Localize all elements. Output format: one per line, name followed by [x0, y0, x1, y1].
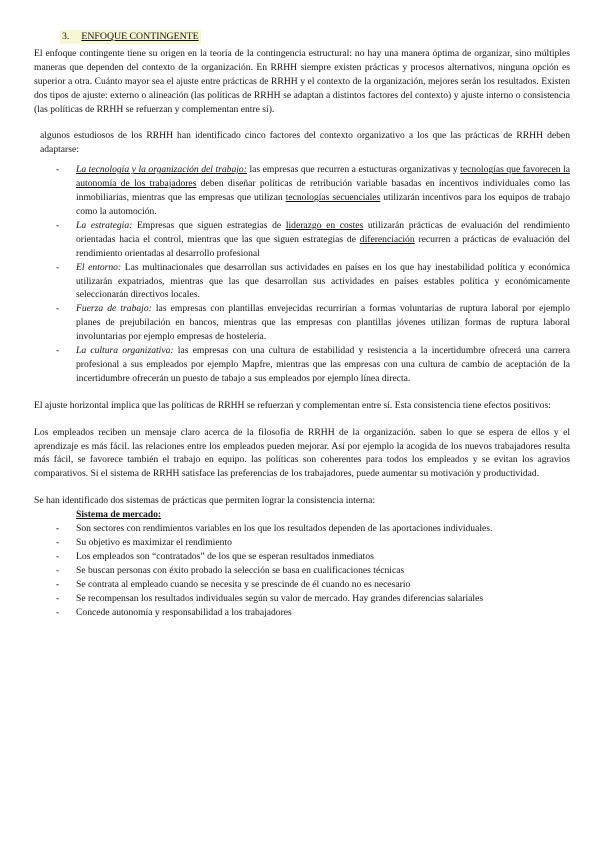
list-item: - Son sectores con rendimientos variables en los que los resultados dependen de las aportaciones individuales.: [34, 522, 570, 536]
list-item: - Se recompensan los resultados individuales según su valor de mercado. Hay grandes diferencias salariales: [34, 592, 570, 606]
factor-label: Fuerza de trabajo:: [76, 303, 152, 315]
factors-intro-paragraph: algunos estudiosos de los RRHH han identificado cinco factores del contexto organizativo a los que las prácticas de RRHH deben adaptarse:: [40, 130, 570, 156]
factor-label: La estrategia:: [76, 219, 133, 231]
list-item: - Se buscan personas con éxito probado la selección se basa en cualificaciones técnicas: [34, 564, 570, 578]
intro-paragraph: El enfoque contingente tiene su origen en la teoría de la contingencia estructural: no hay una manera óptima de organizar, sino múltiples maneras que dependen del contexto de la organización. En RRHH siempre existen prácticas y procesos alternativos, ninguna opción es superior a otra. Cuánto mayor sea el ajuste entre prácticas de RRHH y el contexto de la organización, mejores serán los resultados. Existen dos tipos de ajuste: externo o alineación (las políticas de RRHH se adaptan a distintos factores del contexto) y ajuste interno o consistencia (las políticas de RRHH se refuerzan y complementan entre sí).: [34, 47, 570, 115]
factor-item-strategy: - La estrategia: Empresas que siguen estrategias de liderazgo en costes utilizarán prácticas de evaluación del rendimiento orientadas hacia el control, mientras que las que siguen estrategias de diferenciación recurren a prácticas de evaluación del rendimiento orientadas al desarrollo profesional: [34, 219, 570, 261]
list-item: - Concede autonomía y responsabilidad a los trabajadores: [34, 606, 570, 620]
horizontal-fit-paragraph: El ajuste horizontal implica que las políticas de RRHH se refuerzan y complementan entre sí. Esta consistencia tiene efectos positivos:: [34, 399, 551, 411]
factor-label: La tecnología y la organización del trabajo:: [76, 164, 247, 176]
heading-highlight: [60, 30, 201, 44]
factor-item-culture: - La cultura organizativa: las empresas con una cultura de estabilidad y resistencia a la incertidumbre ofrecerá una carrera profesional a sus empleados por ejemplo Mapfre, mientras que las empresas con una cultura de cambio de aceptación de la incertidumbre ofrecerán un puesto de tabajo a sus empleados por ejemplo línea directa.: [34, 344, 570, 386]
factors-list: [34, 163, 570, 386]
list-item: - Su objetivo es maximizar el rendimiento: [34, 536, 570, 550]
factor-item-environment: - El entorno: Las multinacionales que desarrollan sus actividades en países en los que hay inestabilidad política y económica utilizarán expatriados, mientras que las que desarrollan sus actividades en países estables política y económicamente seleccionarán directivos locales.: [34, 261, 570, 303]
heading-number: 3.: [62, 31, 70, 42]
factor-label: El entorno:: [76, 261, 122, 273]
factor-item-technology: - La tecnología y la organización del trabajo: las empresas que recurren a estucturas organizativas y tecnologías que favorecen la autonomía de los trabajadores deben diseñar políticas de retribución variable basadas en incentivos individuales como las inmobiliarias, mientras que las empresas que utilizan tecnologías secuenciales utilizarán incentivos para los equipos de trabajo como la automoción.: [34, 163, 570, 219]
factor-item-workforce: - Fuerza de trabajo: las empresas con plantillas envejecidas recurrirían a formas voluntarias de ruptura laboral por ejemplo planes de prejubilación en bancos, mientras que las empresas con plantillas jóvenes utilizan formas de ruptura laboral involuntarias por ejemplo empresas de hostelería.: [34, 302, 570, 344]
market-system-list: [34, 522, 570, 619]
section-heading: [34, 30, 570, 44]
effects-paragraph: Los empleados reciben un mensaje claro acerca de la filosofía de RRHH de la organización. saben lo que se espera de ellos y el aprendizaje es más fácil. las relaciones entre los empleados pueden mejorar. Así por ejemplo la acogida de los nuevos trabajadores resulta más fácil, se favorece también el trabajo en equipo. las políticas son coherentes para todos los empleados y se evitan los agravios comparativos. Si el sistema de RRHH satisface las preferencias de los trabajadores, puede aumentar su motivación y productividad.: [34, 426, 570, 480]
market-system-heading: Sistema de mercado:: [76, 509, 162, 521]
factor-label: La cultura organizativa:: [76, 345, 174, 357]
list-item: - Se contrata al empleado cuando se necesita y se prescinde de él cuando no es necesario: [34, 578, 570, 592]
heading-title: ENFOQUE CONTINGENTE: [81, 31, 199, 42]
systems-intro-paragraph: Se han identificado dos sistemas de prácticas que permiten lograr la consistencia interna:: [34, 495, 375, 507]
list-item: - Los empleados son “contratados” de los que se esperan resultados inmediatos: [34, 550, 570, 564]
